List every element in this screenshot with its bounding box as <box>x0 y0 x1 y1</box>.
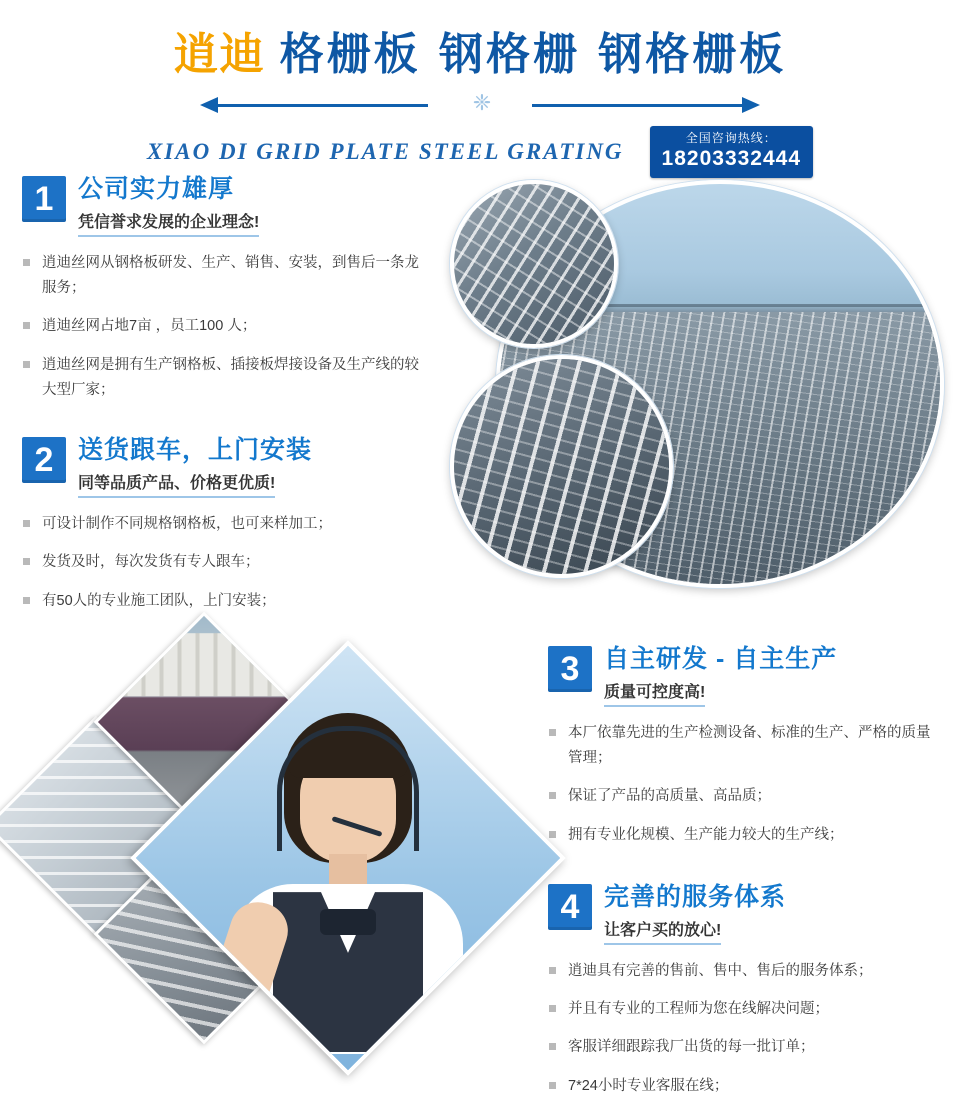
section-2-header <box>22 437 432 498</box>
section-3-number: 3 <box>548 646 592 692</box>
list-item: 发货及时，每次发货有专人跟车； <box>22 550 432 575</box>
hotline-number: 18203332444 <box>661 147 802 170</box>
list-item: 并且有专业的工程师为您在线解决问题； <box>548 997 940 1022</box>
page-header <box>0 0 960 168</box>
section-1-number: 1 <box>22 176 66 222</box>
section-1-title: 公司实力雄厚 <box>78 175 235 203</box>
photo-grating-closeup <box>450 180 618 348</box>
section-1-heading <box>78 176 259 237</box>
section-4-subtitle: 让客户买的放心! <box>604 917 721 945</box>
divider-line-right <box>532 104 742 107</box>
arrow-left-icon <box>200 97 218 113</box>
section-1 <box>22 176 432 403</box>
section-2-heading <box>78 437 312 498</box>
section-4 <box>548 884 940 1099</box>
headset-icon <box>277 726 419 851</box>
decorative-divider <box>200 92 760 118</box>
section-2-subtitle: 同等品质产品、价格更优质! <box>78 470 275 498</box>
list-item: 逍迪具有完善的售前、售中、售后的服务体系； <box>548 959 940 984</box>
list-item: 逍迪丝网从钢格板研发、生产、销售、安装，到售后一条龙服务； <box>22 251 432 302</box>
list-item: 本厂依靠先进的生产检测设备、标准的生产、严格的质量管理； <box>548 721 940 772</box>
page-subtitle: XIAO DI GRID PLATE STEEL GRATING <box>146 139 624 165</box>
section-3-title: 自主研发 - 自主生产 <box>604 645 838 673</box>
section-4-bullets <box>548 959 940 1100</box>
list-item: 7*24小时专业客服在线； <box>548 1074 940 1099</box>
photo-cluster-top <box>450 170 950 610</box>
list-item: 拥有专业化规模、生产能力较大的生产线； <box>548 823 940 848</box>
section-3-bullets <box>548 721 940 849</box>
hotline-label: 全国咨询热线： <box>685 131 777 145</box>
section-group-bottom <box>0 638 960 1108</box>
section-4-title: 完善的服务体系 <box>604 883 787 911</box>
section-3-heading <box>604 646 837 707</box>
section-4-number: 4 <box>548 884 592 930</box>
section-3-subtitle: 质量可控度高! <box>604 679 705 707</box>
section-4-heading <box>604 884 786 945</box>
list-item: 逍迪丝网占地7亩 ，员工100 人； <box>22 314 432 339</box>
section-group-top <box>0 168 960 638</box>
section-3-header <box>548 646 940 707</box>
section-1-header <box>22 176 432 237</box>
list-item: 有50人的专业施工团队，上门安装； <box>22 589 432 614</box>
list-item: 可设计制作不同规格钢格板，也可来样加工； <box>22 512 432 537</box>
photo-mosaic-bottom <box>8 640 548 1070</box>
photo-grating-detail <box>450 355 673 578</box>
divider-line-left <box>218 104 428 107</box>
list-item: 逍迪丝网是拥有生产钢格板、插接板焊接设备及生产线的较大型厂家； <box>22 353 432 404</box>
ornament-icon: ❈ <box>472 90 488 115</box>
arrow-right-icon <box>742 97 760 113</box>
section-4-header <box>548 884 940 945</box>
page-title: 格栅板 钢格栅 钢格栅板 <box>279 29 787 80</box>
brand-name: 逍迪 <box>173 29 266 80</box>
list-item: 客服详细跟踪我厂出货的每一批订单； <box>548 1035 940 1060</box>
sections-right-column <box>548 646 940 1112</box>
section-3 <box>548 646 940 848</box>
section-1-bullets <box>22 251 432 404</box>
section-2-number: 2 <box>22 437 66 483</box>
title-row <box>0 0 960 82</box>
section-1-subtitle: 凭信誉求发展的企业理念! <box>78 209 259 237</box>
section-2 <box>22 437 432 614</box>
sections-left-column <box>22 176 432 627</box>
section-2-bullets <box>22 512 432 614</box>
section-2-title: 送货跟车，上门安装 <box>78 436 313 465</box>
list-item: 保证了产品的高质量、高品质； <box>548 784 940 809</box>
